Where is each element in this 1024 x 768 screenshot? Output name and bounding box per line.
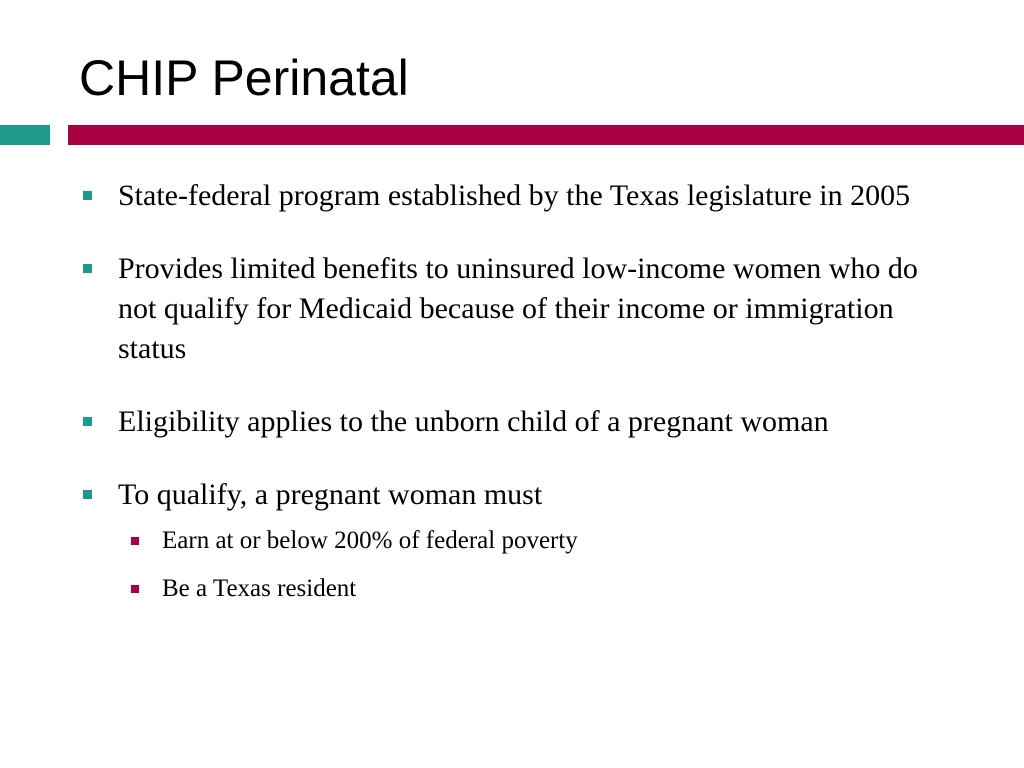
bullet-item	[80, 176, 960, 216]
sub-bullet-item	[80, 525, 960, 557]
square-bullet-icon	[83, 490, 92, 499]
sub-bullet-text: Earn at or below 200% of federal poverty	[162, 527, 578, 554]
square-sub-bullet-icon	[131, 537, 139, 545]
title-rule-crimson-bar	[68, 125, 1024, 145]
square-bullet-icon	[83, 191, 92, 200]
bullet-text: State-federal program established by the Texas legislature in 2005	[118, 179, 911, 212]
square-bullet-icon	[83, 264, 92, 273]
slide-title: CHIP Perinatal	[79, 50, 409, 106]
bullet-text: Provides limited benefits to uninsured low-income women who do not qualify for Medicaid because of their income or immigration status	[118, 252, 918, 365]
sub-bullet-text: Be a Texas resident	[162, 575, 357, 602]
square-sub-bullet-icon	[131, 585, 139, 593]
title-rule-teal-segment	[0, 125, 50, 145]
sub-bullet-item	[80, 573, 960, 605]
square-bullet-icon	[83, 417, 92, 426]
bullet-item	[80, 475, 960, 605]
bullet-item	[80, 249, 960, 369]
bullet-item	[80, 402, 960, 442]
sub-bullet-list	[118, 525, 960, 605]
bullet-text: Eligibility applies to the unborn child of a pregnant woman	[118, 405, 829, 438]
bullet-text: To qualify, a pregnant woman must	[118, 478, 543, 511]
bullet-list	[80, 176, 960, 605]
